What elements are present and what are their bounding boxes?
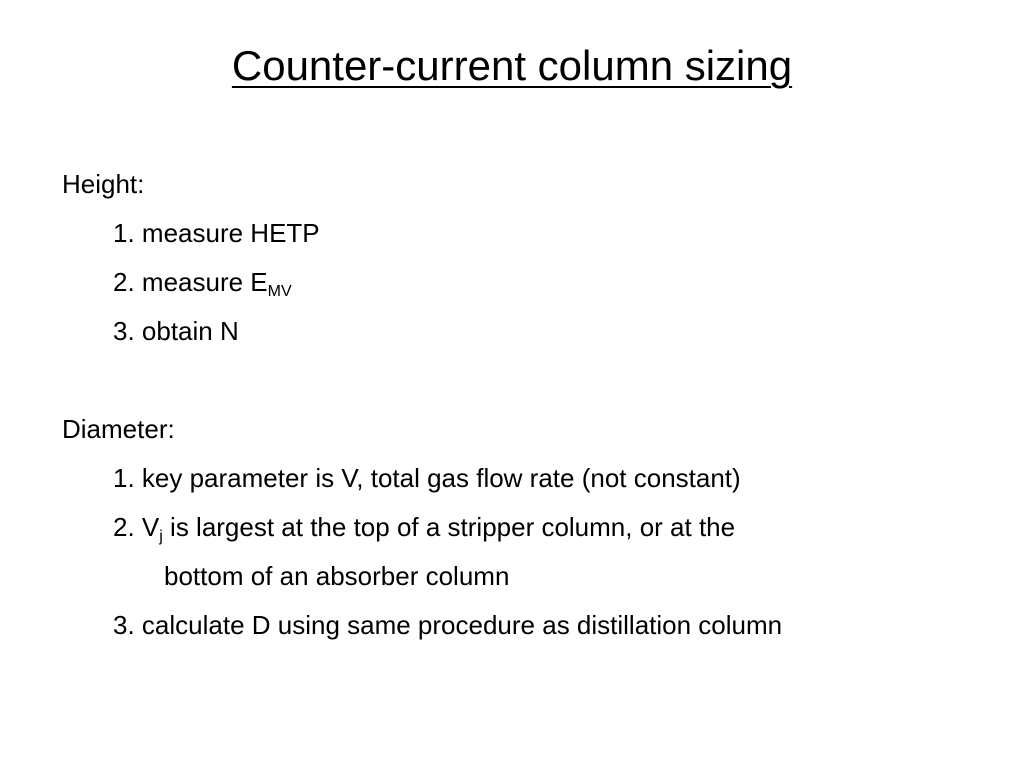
diameter-heading: Diameter: bbox=[62, 414, 175, 444]
diameter-item-2-prefix: 2. V bbox=[113, 512, 160, 542]
diameter-item-2-text: is largest at the top of a stripper column, or at the bbox=[162, 512, 736, 542]
diameter-item-1: 1. key parameter is V, total gas flow rate (not constant) bbox=[113, 463, 741, 493]
diameter-item-3: 3. calculate D using same procedure as distillation column bbox=[113, 610, 783, 640]
slide-title-text: Counter-current column sizing bbox=[231, 42, 793, 89]
height-heading: Height: bbox=[62, 169, 145, 199]
diameter-item-2-continuation: bottom of an absorber column bbox=[164, 561, 510, 591]
diameter-item-2 bbox=[113, 510, 735, 544]
diameter-item-2-subscript: j bbox=[159, 528, 163, 545]
slide-title bbox=[0, 38, 1024, 94]
height-item-2-text: 2. measure E bbox=[113, 267, 268, 297]
height-item-2-subscript: MV bbox=[267, 283, 292, 300]
height-item-3: 3. obtain N bbox=[113, 316, 239, 346]
height-item-2 bbox=[113, 265, 292, 299]
height-item-1: 1. measure HETP bbox=[113, 218, 320, 248]
